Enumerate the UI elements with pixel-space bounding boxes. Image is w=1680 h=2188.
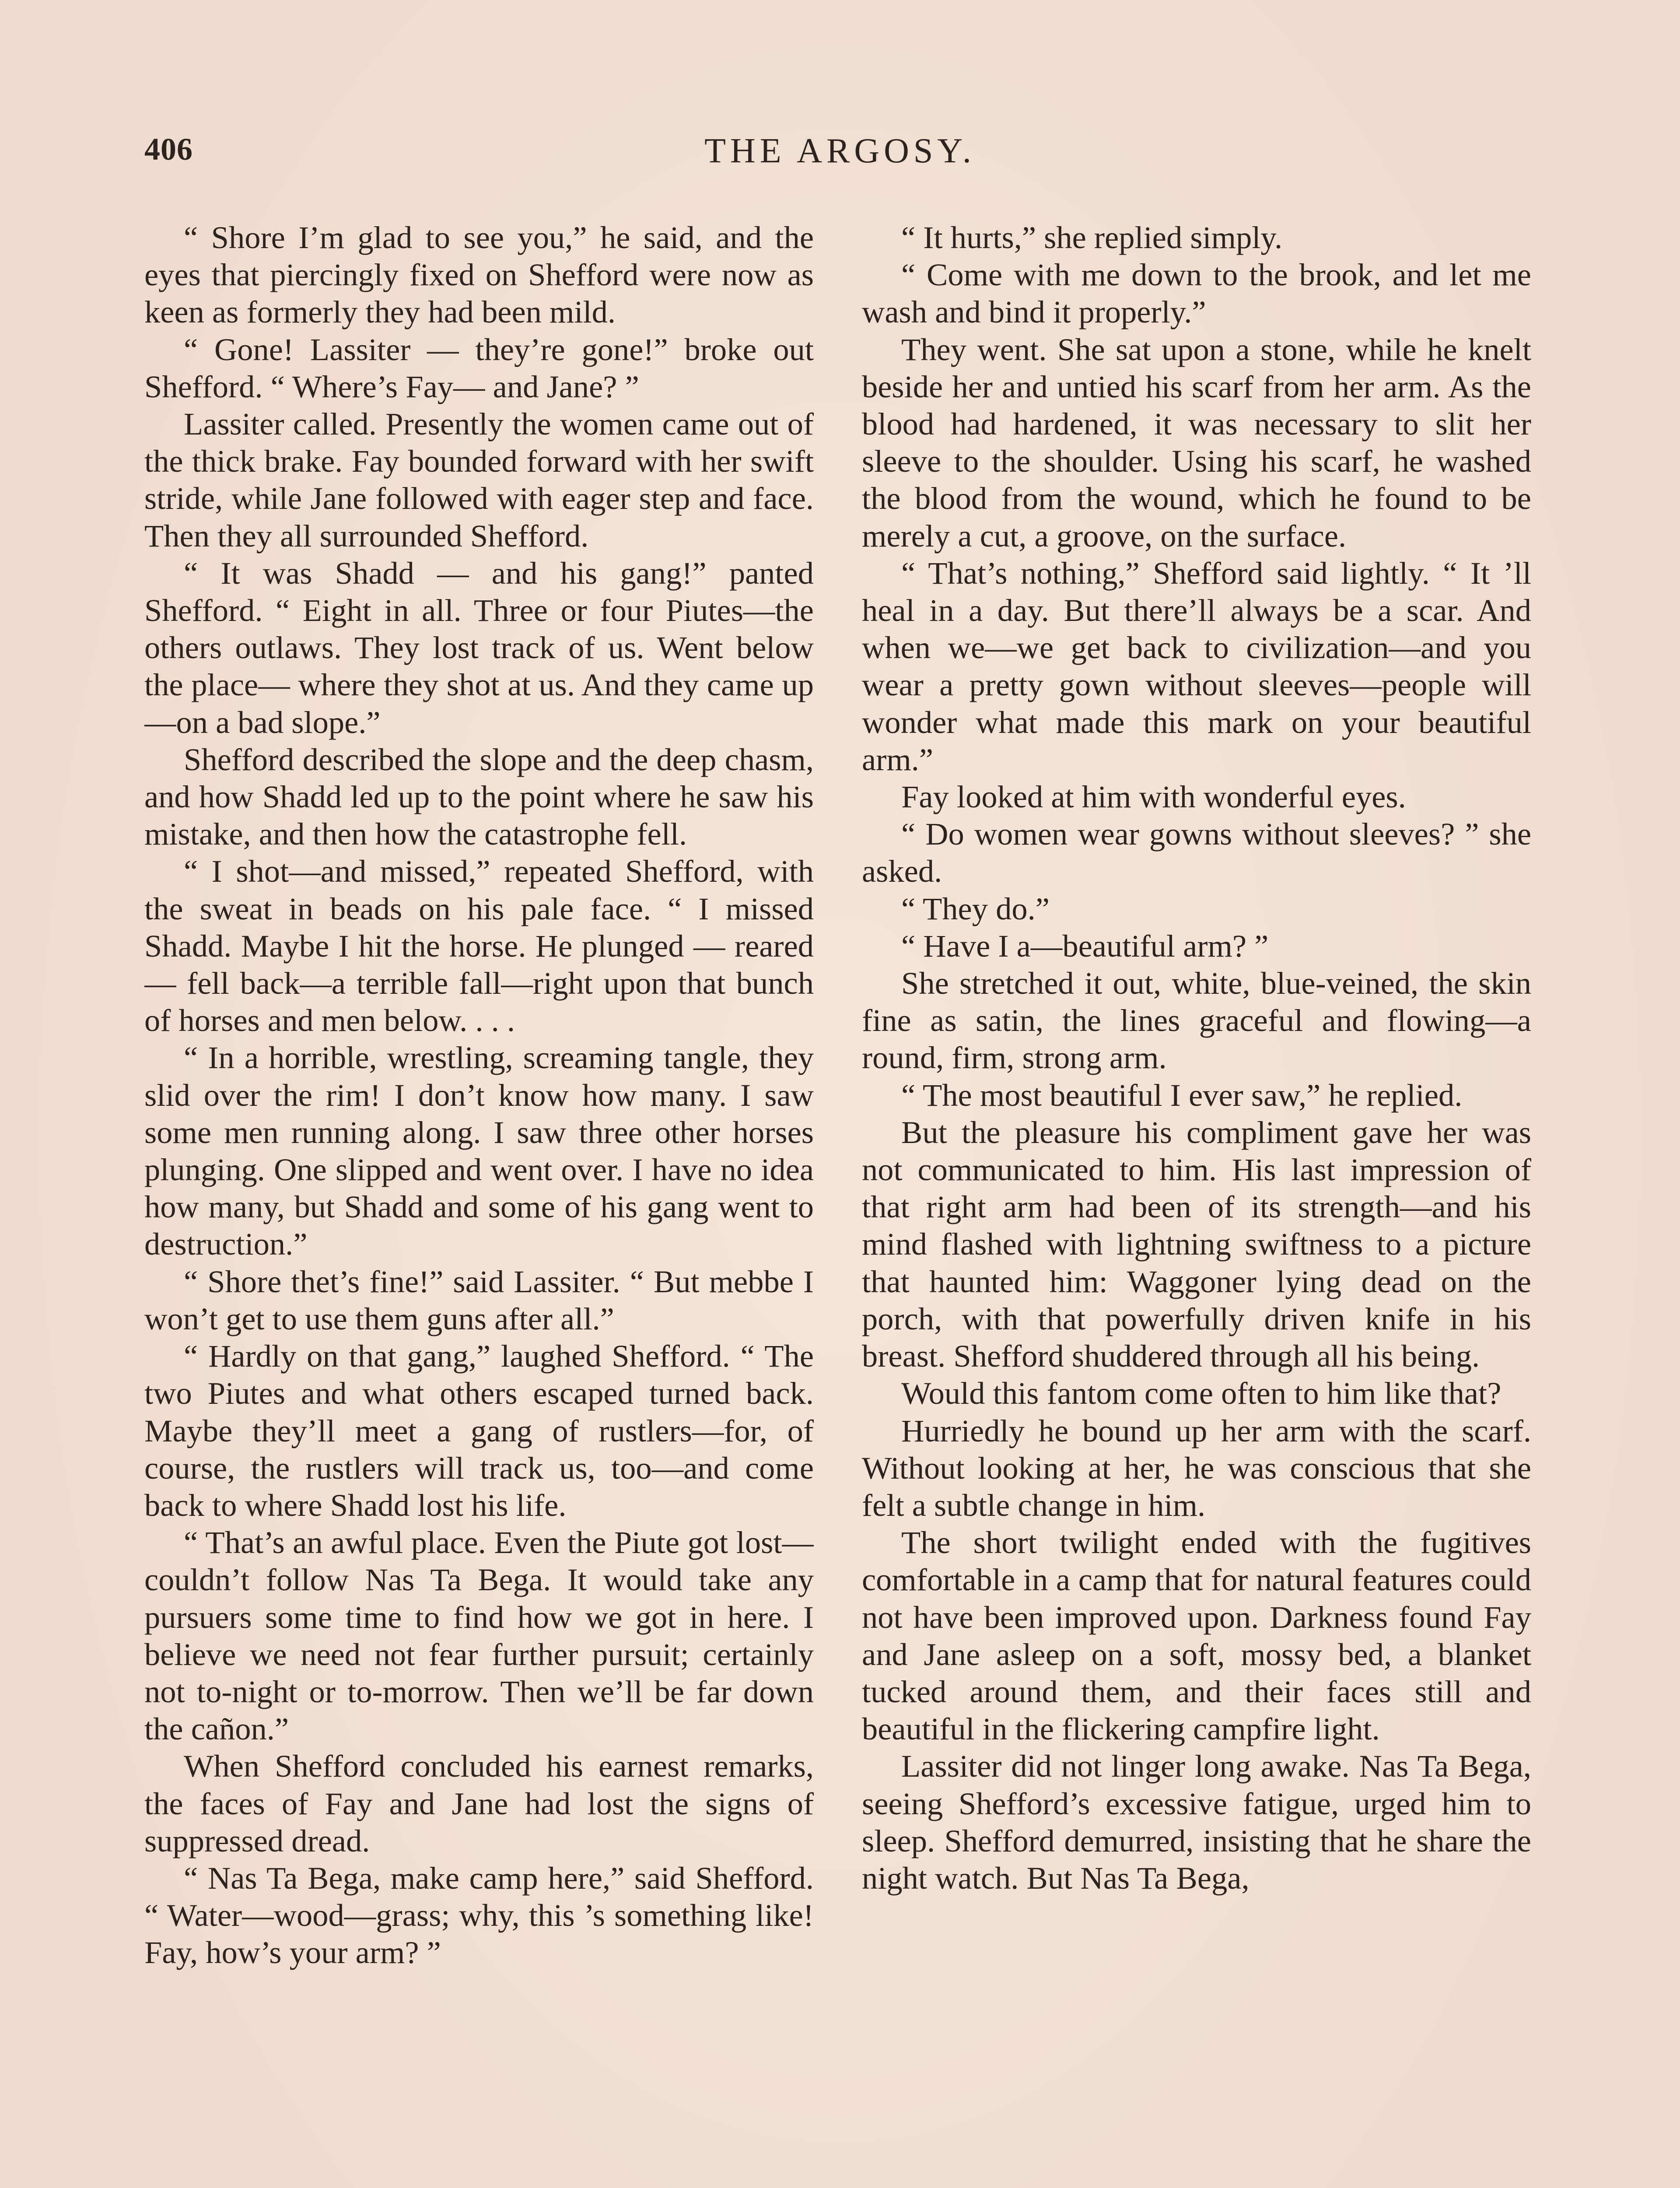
paragraph: “ Shore I’m glad to see you,” he said, and the eyes that piercingly fixed on Shefford were now as keen as formerly they had been mild. bbox=[144, 220, 814, 330]
paragraph: “ The most beautiful I ever saw,” he replied. bbox=[901, 1077, 1463, 1113]
paragraph: “ Do women wear gowns without sleeves? ” she asked. bbox=[862, 816, 1531, 889]
paragraph: Fay looked at him with wonderful eyes. bbox=[901, 779, 1406, 815]
running-title: THE ARGOSY. bbox=[704, 132, 976, 170]
paragraph: “ It hurts,” she replied simply. bbox=[901, 220, 1283, 255]
paragraph: Lassiter did not linger long awake. Nas Ta Bega, seeing Shefford’s excessive fatigue, urged him to sleep. Shefford demurred, insisting that he share the night watch. But Nas Ta Bega, bbox=[862, 1748, 1531, 1896]
right-column bbox=[862, 219, 1531, 2188]
running-header bbox=[144, 131, 1536, 179]
left-column bbox=[144, 219, 814, 2188]
paragraph: “ Hardly on that gang,” laughed Shefford. “ The two Piutes and what others escaped turned back. Maybe they’ll meet a gang of rustlers—for, of course, the rustlers will track us, too—and come back to where Shadd lost his life. bbox=[144, 1338, 814, 1523]
paragraph: When Shefford concluded his earnest remarks, the faces of Fay and Jane had lost the signs of suppressed dread. bbox=[144, 1748, 814, 1858]
paragraph: She stretched it out, white, blue-veined, the skin fine as satin, the lines graceful and flowing—a round, firm, strong arm. bbox=[862, 965, 1531, 1076]
paragraph: “ I shot—and missed,” repeated Shefford, with the sweat in beads on his pale face. “ I missed Shadd. Maybe I hit the horse. He plunged — reared — fell back—a terrible fall—right upon that bunch of horses and men below. . . . bbox=[144, 853, 814, 1038]
paragraph: “ It was Shadd — and his gang!” panted Shefford. “ Eight in all. Three or four Piutes—the others outlaws. They lost track of us. Went below the place— where they shot at us. And they came up—on a bad slope.” bbox=[144, 555, 814, 740]
paragraph: Lassiter called. Presently the women came out of the thick brake. Fay bounded forward with her swift stride, while Jane followed with eager step and face. Then they all surrounded Shefford. bbox=[144, 406, 814, 554]
paragraph: Would this fantom come often to him like that? bbox=[901, 1375, 1502, 1411]
paragraph: They went. She sat upon a stone, while he knelt beside her and untied his scarf from her arm. As the blood had hardened, it was necessary to slit her sleeve to the shoulder. Using his scarf, he washed the blood from the wound, which he found to be merely a cut, a groove, on the surface. bbox=[862, 331, 1531, 554]
paragraph: “ Have I a—beautiful arm? ” bbox=[901, 928, 1269, 964]
paragraph: “ Come with me down to the brook, and let me wash and bind it properly.” bbox=[862, 257, 1531, 330]
paragraph: “ Gone! Lassiter — they’re gone!” broke out Shefford. “ Where’s Fay— and Jane? ” bbox=[144, 331, 814, 404]
paragraph: “ Shore thet’s fine!” said Lassiter. “ But mebbe I won’t get to use them guns after all.” bbox=[144, 1263, 814, 1336]
paragraph: Shefford described the slope and the deep chasm, and how Shadd led up to the point where he saw his mistake, and then how the catastrophe fell. bbox=[144, 741, 814, 852]
paragraph: But the pleasure his compliment gave her was not communicated to him. His last impression of that right arm had been of its strength—and his mind flashed with lightning swiftness to a picture that haunted him: Waggoner lying dead on the porch, with that powerfully driven knife in his breast. Shefford shuddered through all his being. bbox=[862, 1114, 1531, 1374]
paragraph: “ That’s nothing,” Shefford said lightly. “ It ’ll heal in a day. But there’ll always be a scar. And when we—we get back to civilization—and you wear a pretty gown without sleeves—people will wonder what made this mark on your beautiful arm.” bbox=[862, 555, 1531, 777]
paragraph: “ That’s an awful place. Even the Piute got lost—couldn’t follow Nas Ta Bega. It would take any pursuers some time to find how we got in here. I believe we need not fear further pursuit; certainly not to-night or to-morrow. Then we’ll be far down the cañon.” bbox=[144, 1525, 814, 1747]
paragraph: Hurriedly he bound up her arm with the scarf. Without looking at her, he was conscious that she felt a subtle change in him. bbox=[862, 1413, 1531, 1523]
page-number: 406 bbox=[144, 132, 193, 167]
paragraph: The short twilight ended with the fugitives comfortable in a camp that for natural features could not have been improved upon. Darkness found Fay and Jane asleep on a soft, mossy bed, a blanket tucked around them, and their faces still and beautiful in the flickering campfire light. bbox=[862, 1525, 1531, 1747]
paragraph: “ In a horrible, wrestling, screaming tangle, they slid over the rim! I don’t know how many. I saw some men running along. I saw three other horses plunging. One slipped and went over. I have no idea how many, but Shadd and some of his gang went to destruction.” bbox=[144, 1040, 814, 1262]
paragraph: “ They do.” bbox=[901, 891, 1050, 926]
paragraph: “ Nas Ta Bega, make camp here,” said Shefford. “ Water—wood—grass; why, this ’s something like! Fay, how’s your arm? ” bbox=[144, 1860, 814, 1971]
